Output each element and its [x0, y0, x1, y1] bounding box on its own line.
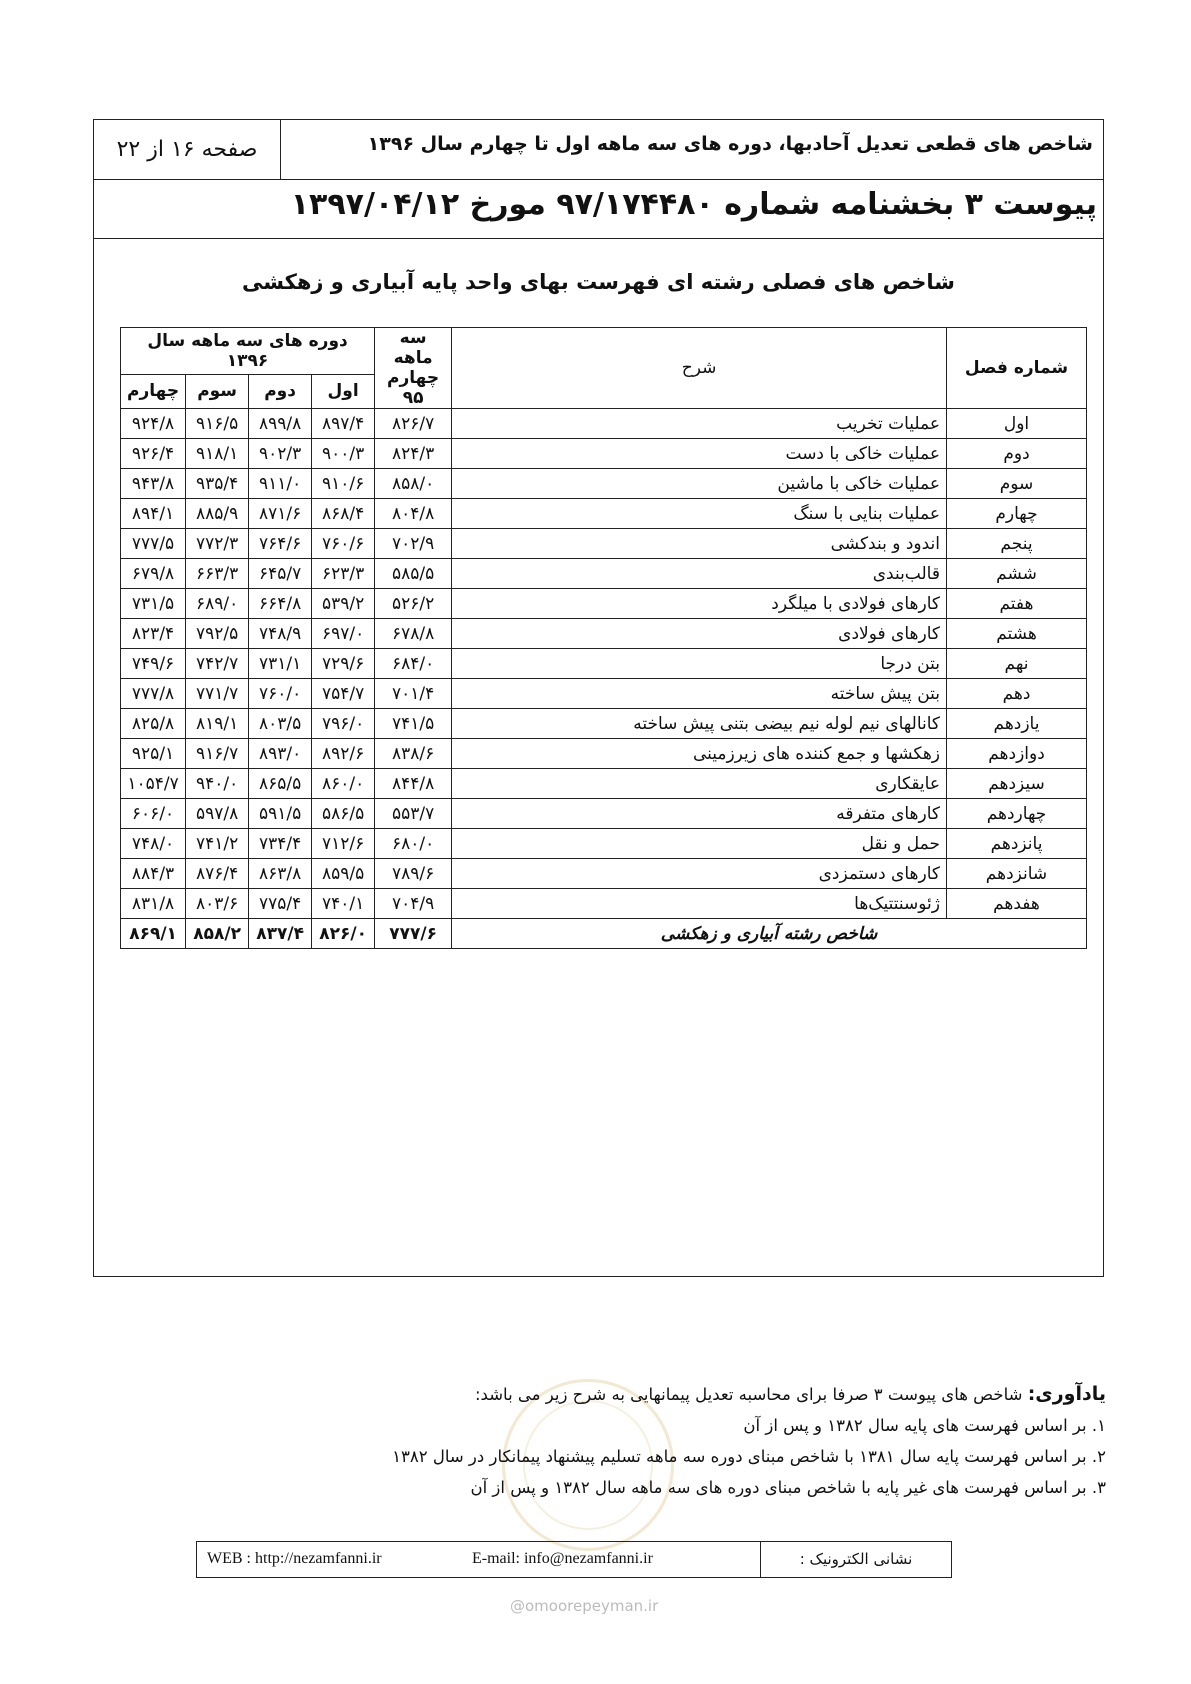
table-title: شاخص های فصلی رشته ای فهرست بهای واحد پایه آبیاری و زهکشی: [242, 270, 955, 294]
notes-intro-line: [286, 1379, 1106, 1410]
total-label: شاخص رشته آبیاری و زهکشی: [452, 919, 1087, 949]
table-row: هفتم کارهای فولادی با میلگرد ۵۲۶/۲ ۵۳۹/۲ ۶۶۴/۸ ۶۸۹/۰ ۷۳۱/۵: [121, 589, 1087, 619]
note-item: ۳. بر اساس فهرست های غیر پایه با شاخص مبنای دوره های سه ماهه سال ۱۳۸۲ و پس از آن: [470, 1478, 1106, 1497]
table-row: هفدهم ژئوسنتتیک‌ها ۷۰۴/۹ ۷۴۰/۱ ۷۷۵/۴ ۸۰۳/۶ ۸۳۱/۸: [121, 889, 1087, 919]
table-row: نهم بتن درجا ۶۸۴/۰ ۷۲۹/۶ ۷۳۱/۱ ۷۴۲/۷ ۷۴۹/۶: [121, 649, 1087, 679]
table-row: شانزدهم کارهای دستمزدی ۷۸۹/۶ ۸۵۹/۵ ۸۶۳/۸ ۸۷۶/۴ ۸۸۴/۳: [121, 859, 1087, 889]
contact-label: نشانی الکترونیک :: [760, 1542, 951, 1577]
col-q1-header: اول: [312, 374, 375, 408]
notes-intro: شاخص های پیوست ۳ صرفا برای محاسبه تعدیل پیمانهایی به شرح زیر می باشد:: [475, 1385, 1023, 1404]
email-link[interactable]: E-mail: info@nezamfanni.ir: [472, 1550, 653, 1567]
appendix-row: [94, 179, 1103, 239]
col-base-header: سه ماهه چهارم ۹۵: [375, 328, 452, 409]
header-row: [94, 120, 1103, 180]
page-number: صفحه ۱۶ از ۲۲: [94, 120, 281, 179]
table-row: دهم بتن پیش ساخته ۷۰۱/۴ ۷۵۴/۷ ۷۶۰/۰ ۷۷۱/۷ ۷۷۷/۸: [121, 679, 1087, 709]
note-item: ۲. بر اساس فهرست پایه سال ۱۳۸۱ با شاخص مبنای دوره سه ماهه تسلیم پیشنهاد پیمانکار در سال ۱۳۸۲: [392, 1447, 1106, 1466]
table-row: چهاردهم کارهای متفرقه ۵۵۳/۷ ۵۸۶/۵ ۵۹۱/۵ ۵۹۷/۸ ۶۰۶/۰: [121, 799, 1087, 829]
notes-lead: یادآوری:: [1027, 1383, 1106, 1405]
col-chapter-header: شماره فصل: [947, 328, 1087, 409]
total-row: شاخص رشته آبیاری و زهکشی ۷۷۷/۶ ۸۲۶/۰ ۸۳۷/۴ ۸۵۸/۲ ۸۶۹/۱: [121, 919, 1087, 949]
header-title: شاخص های قطعی تعدیل آحادبها، دوره های سه ماهه اول تا چهارم سال ۱۳۹۶: [367, 133, 1093, 155]
table-row: سوم عملیات خاکی با ماشین ۸۵۸/۰ ۹۱۰/۶ ۹۱۱/۰ ۹۳۵/۴ ۹۴۳/۸: [121, 469, 1087, 499]
appendix-title: پیوست ۳ بخشنامه شماره ۹۷/۱۷۴۴۸۰ مورخ ۱۳۹۷/۰۴/۱۲: [290, 187, 1097, 222]
table-row: پنجم اندود و بندکشی ۷۰۲/۹ ۷۶۰/۶ ۷۶۴/۶ ۷۷۲/۳ ۷۷۷/۵: [121, 529, 1087, 559]
col-period-header: دوره های سه ماهه سال ۱۳۹۶: [121, 328, 375, 375]
col-desc-header: شرح: [452, 328, 947, 409]
contact-box: [196, 1541, 952, 1578]
table-row: پانزدهم حمل و نقل ۶۸۰/۰ ۷۱۲/۶ ۷۳۴/۴ ۷۴۱/۲ ۷۴۸/۰: [121, 829, 1087, 859]
table-row: دوم عملیات خاکی با دست ۸۲۴/۳ ۹۰۰/۳ ۹۰۲/۳ ۹۱۸/۱ ۹۲۶/۴: [121, 439, 1087, 469]
table-row: یازدهم کانالهای نیم لوله نیم بیضی بتنی پیش ساخته ۷۴۱/۵ ۷۹۶/۰ ۸۰۳/۵ ۸۱۹/۱ ۸۲۵/۸: [121, 709, 1087, 739]
col-q2-header: دوم: [249, 374, 312, 408]
col-q3-header: سوم: [186, 374, 249, 408]
table-row: دوازدهم زهکشها و جمع کننده های زیرزمینی ۸۳۸/۶ ۸۹۲/۶ ۸۹۳/۰ ۹۱۶/۷ ۹۲۵/۱: [121, 739, 1087, 769]
index-table: [120, 327, 1087, 949]
table-row: سیزدهم عایقکاری ۸۴۴/۸ ۸۶۰/۰ ۸۶۵/۵ ۹۴۰/۰ ۱۰۵۴/۷: [121, 769, 1087, 799]
col-q4-header: چهارم: [121, 374, 186, 408]
table-row: اول عملیات تخریب ۸۲۶/۷ ۸۹۷/۴ ۸۹۹/۸ ۹۱۶/۵ ۹۲۴/۸: [121, 409, 1087, 439]
website-link[interactable]: WEB : http://nezamfanni.ir: [207, 1550, 382, 1567]
table-row: چهارم عملیات بنایی با سنگ ۸۰۴/۸ ۸۶۸/۴ ۸۷۱/۶ ۸۸۵/۹ ۸۹۴/۱: [121, 499, 1087, 529]
note-item: ۱. بر اساس فهرست های پایه سال ۱۳۸۲ و پس از آن: [743, 1416, 1106, 1435]
watermark-text: @omoorepeyman.ir: [510, 1597, 659, 1615]
table-row: هشتم کارهای فولادی ۶۷۸/۸ ۶۹۷/۰ ۷۴۸/۹ ۷۹۲/۵ ۸۲۳/۴: [121, 619, 1087, 649]
notes-section: [286, 1379, 1106, 1503]
table-row: ششم قالب‌بندی ۵۸۵/۵ ۶۲۳/۳ ۶۴۵/۷ ۶۶۳/۳ ۶۷۹/۸: [121, 559, 1087, 589]
page-frame: [93, 119, 1104, 1277]
